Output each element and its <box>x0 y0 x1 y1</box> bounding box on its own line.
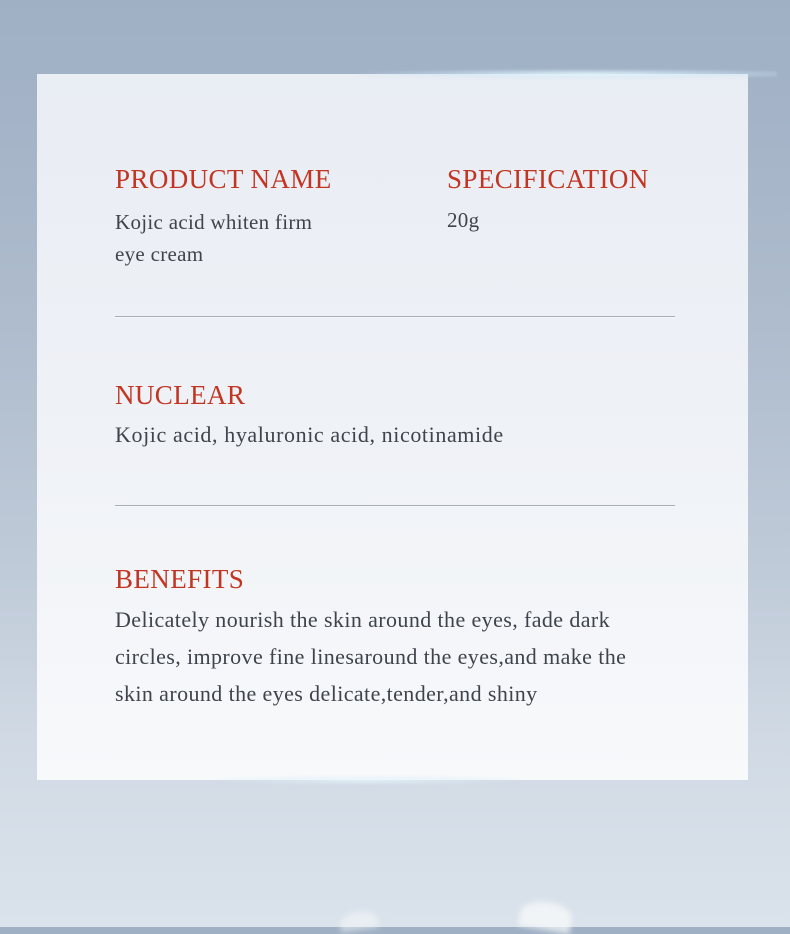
benefits-line-3: skin around the eyes delicate,tender,and shiny <box>115 681 538 706</box>
benefits-heading: BENEFITS <box>115 564 245 594</box>
specification-heading: SPECIFICATION <box>447 164 649 194</box>
benefits-line-2: circles, improve fine linesaround the eyes,and make the <box>115 644 627 669</box>
faint-product-top-shape <box>339 909 379 932</box>
card-bottom-edge-glow <box>217 776 517 785</box>
product-name-heading: PRODUCT NAME <box>115 164 332 194</box>
product-name-line-1: Kojic acid whiten firm <box>115 210 313 234</box>
specification-value: 20g <box>447 208 480 232</box>
benefits-value <box>115 601 695 712</box>
card-top-edge-glow <box>357 69 777 79</box>
nuclear-value: Kojic acid, hyaluronic acid, nicotinamide <box>115 422 504 447</box>
product-name-value <box>115 206 365 270</box>
benefits-line-1: Delicately nourish the skin around the eyes, fade dark <box>115 607 611 632</box>
section-divider <box>115 505 675 506</box>
section-divider <box>115 316 675 317</box>
faint-product-top-shape <box>518 898 574 934</box>
product-name-line-2: eye cream <box>115 242 204 266</box>
product-info-card <box>37 74 748 780</box>
nuclear-heading: NUCLEAR <box>115 380 246 410</box>
